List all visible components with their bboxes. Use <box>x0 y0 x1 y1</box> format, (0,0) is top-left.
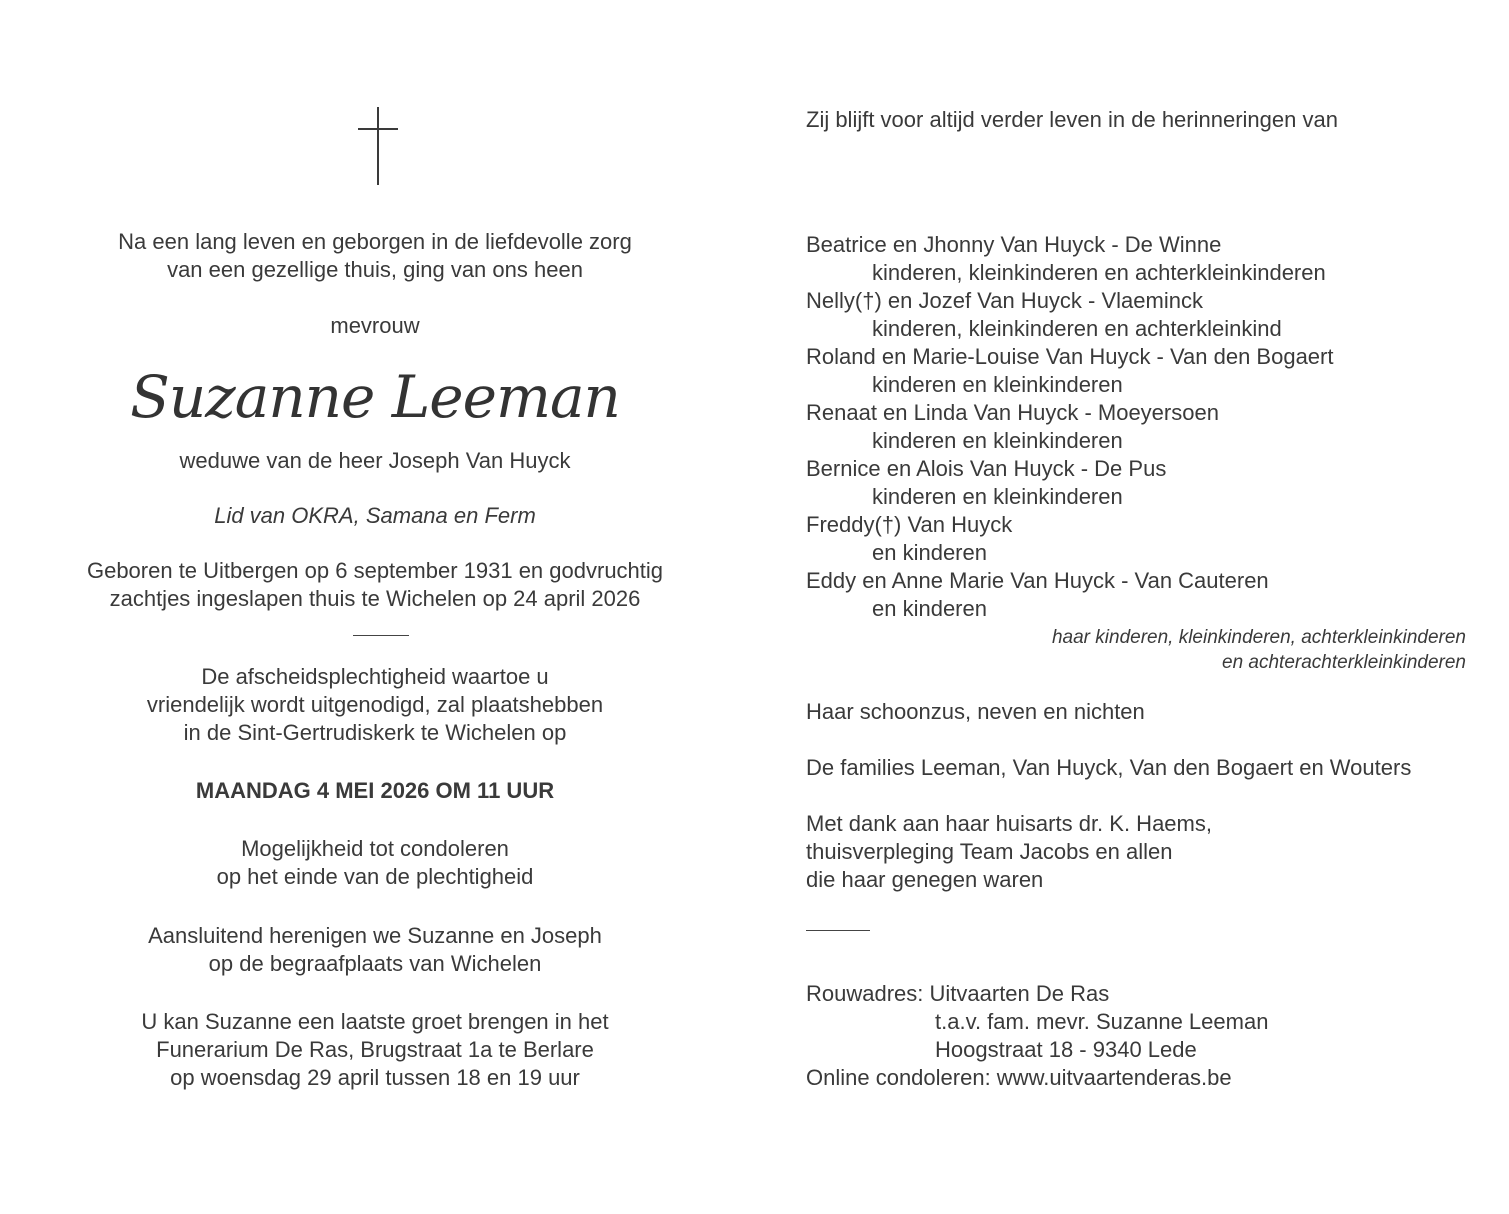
condolence-line-1: Mogelijkheid tot condoleren <box>241 836 509 861</box>
family-name: Nelly(†) en Jozef Van Huyck - Vlaeminck <box>806 288 1203 313</box>
family-list <box>806 231 1466 675</box>
cross-icon <box>358 107 398 185</box>
family-sub: en kinderen <box>872 540 987 565</box>
intro-line-2: van een gezellige thuis, ging van ons heen <box>167 257 583 282</box>
family-sub: kinderen en kleinkinderen <box>872 428 1123 453</box>
family-name: Freddy(†) Van Huyck <box>806 512 1013 537</box>
family-name: Beatrice en Jhonny Van Huyck - De Winne <box>806 232 1222 257</box>
thanks-line-3: die haar genegen waren <box>806 867 1044 892</box>
burial-line-2: op de begraafplaats van Wichelen <box>208 951 542 976</box>
family-sub: kinderen en kleinkinderen <box>872 372 1123 397</box>
widow-line: weduwe van de heer Joseph Van Huyck <box>179 448 571 473</box>
condolence-line-2: op het einde van de plechtigheid <box>216 864 534 889</box>
in-laws-line: Haar schoonzus, neven en nichten <box>806 699 1145 724</box>
family-sub: kinderen en kleinkinderen <box>872 484 1123 509</box>
address-line-2: Hoogstraat 18 - 9340 Lede <box>935 1037 1197 1062</box>
family-name: Renaat en Linda Van Huyck - Moeyersoen <box>806 400 1219 425</box>
remembrance-heading: Zij blijft voor altijd verder leven in de herinneringen van <box>806 107 1338 132</box>
title: mevrouw <box>330 313 420 338</box>
thanks-line-1: Met dank aan haar huisarts dr. K. Haems, <box>806 811 1212 836</box>
divider-left <box>353 635 409 636</box>
visit-line-3: op woensdag 29 april tussen 18 en 19 uur <box>170 1065 580 1090</box>
family-sub: kinderen, kleinkinderen en achterkleinkinderen <box>872 260 1326 285</box>
online-condolence: Online condoleren: www.uitvaartenderas.be <box>806 1065 1232 1090</box>
family-name: Eddy en Anne Marie Van Huyck - Van Cauteren <box>806 568 1269 593</box>
visit-line-1: U kan Suzanne een laatste groet brengen in het <box>141 1009 609 1034</box>
family-name: Bernice en Alois Van Huyck - De Pus <box>806 456 1167 481</box>
divider-right <box>806 930 870 931</box>
deceased-name: Suzanne Leeman <box>130 363 620 431</box>
address-line-1: t.a.v. fam. mevr. Suzanne Leeman <box>935 1009 1269 1034</box>
family-sub: en kinderen <box>872 596 987 621</box>
families-line: De families Leeman, Van Huyck, Van den Bogaert en Wouters <box>806 755 1412 780</box>
visit-line-2: Funerarium De Ras, Brugstraat 1a te Berlare <box>156 1037 594 1062</box>
ceremony-line-1: De afscheidsplechtigheid waartoe u <box>201 664 549 689</box>
grandchildren-line-1: haar kinderen, kleinkinderen, achterkleinkinderen <box>1051 627 1466 648</box>
burial-line-1: Aansluitend herenigen we Suzanne en Joseph <box>148 923 602 948</box>
ceremony-line-2: vriendelijk wordt uitgenodigd, zal plaatshebben <box>146 692 604 717</box>
born-line-2: zachtjes ingeslapen thuis te Wichelen op 24 april 2026 <box>109 586 641 611</box>
thanks-line-2: thuisverpleging Team Jacobs en allen <box>806 839 1173 864</box>
family-name: Roland en Marie-Louise Van Huyck - Van den Bogaert <box>806 344 1334 369</box>
grandchildren-line-2: en achterachterkleinkinderen <box>1222 652 1466 673</box>
address-label: Rouwadres: Uitvaarten De Ras <box>806 981 1110 1006</box>
born-line-1: Geboren te Uitbergen op 6 september 1931 en godvruchtig <box>86 558 664 583</box>
ceremony-line-3: in de Sint-Gertrudiskerk te Wichelen op <box>183 720 567 745</box>
family-sub: kinderen, kleinkinderen en achterkleinkind <box>872 316 1282 341</box>
ceremony-date: MAANDAG 4 MEI 2026 OM 11 UUR <box>195 778 555 803</box>
membership-line: Lid van OKRA, Samana en Ferm <box>214 503 536 528</box>
intro-line-1: Na een lang leven en geborgen in de liefdevolle zorg <box>118 229 632 254</box>
